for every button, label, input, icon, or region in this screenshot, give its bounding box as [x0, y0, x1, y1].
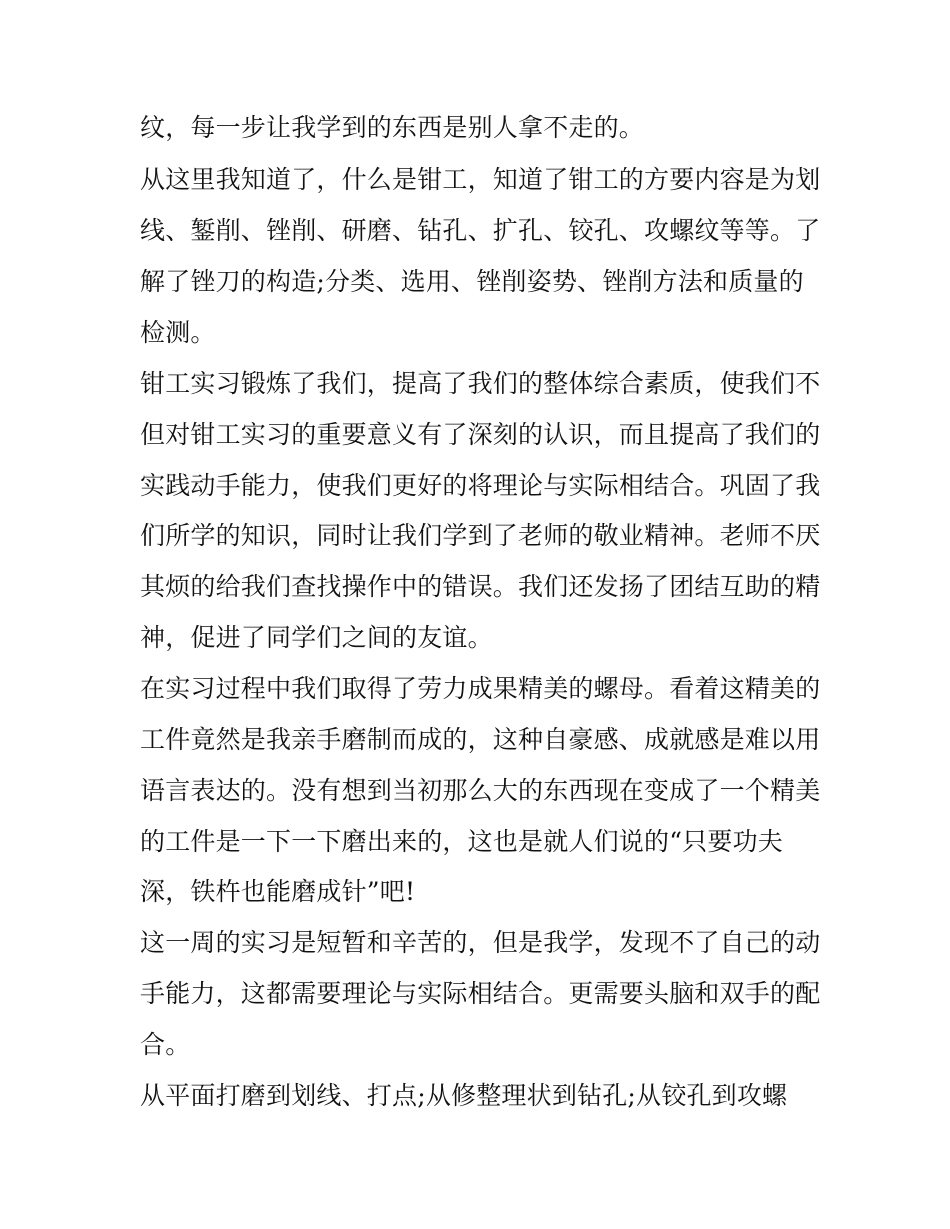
text-line: 从这里我知道了，什么是钳工，知道了钳工的方要内容是为划: [140, 165, 821, 194]
text-line: 钳工实习锻炼了我们，提高了我们的整体综合素质，使我们不: [140, 369, 821, 398]
text-line: 手能力，这都需要理论与实际相结合。更需要头脑和双手的配: [140, 979, 821, 1008]
text-line: 合。: [140, 1030, 191, 1059]
text-line: 们所学的知识，同时让我们学到了老师的敬业精神。老师不厌: [140, 521, 821, 550]
text-line: 从平面打磨到划线、打点;从修整理状到钻孔;从铰孔到攻螺: [140, 1081, 788, 1110]
text-line: 这一周的实习是短暂和辛苦的，但是我学，发现不了自己的动: [140, 928, 821, 957]
text-line: 但对钳工实习的重要意义有了深刻的认识，而且提高了我们的: [140, 420, 821, 449]
text-line: 语言表达的。没有想到当初那么大的东西现在变成了一个精美: [140, 776, 821, 805]
text-line: 的工件是一下一下磨出来的，这也是就人们说的“只要功夫: [140, 827, 783, 856]
text-line: 实践动手能力，使我们更好的将理论与实际相结合。巩固了我: [140, 471, 821, 500]
text-line: 其烦的给我们查找操作中的错误。我们还发扬了团结互助的精: [140, 572, 821, 601]
text-line: 工件竟然是我亲手磨制而成的，这种自豪感、成就感是难以用: [140, 725, 821, 754]
text-line: 检测。: [140, 318, 216, 347]
text-line: 深，铁杵也能磨成针”吧!: [140, 877, 416, 906]
text-line: 线、錾削、锉削、研磨、钻孔、扩孔、铰孔、攻螺纹等等。了: [140, 216, 821, 245]
text-line: 纹，每一步让我学到的东西是别人拿不走的。: [140, 113, 645, 142]
text-line: 解了锉刀的构造;分类、选用、锉削姿势、锉削方法和质量的: [140, 267, 804, 296]
text-line: 在实习过程中我们取得了劳力成果精美的螺母。看着这精美的: [140, 674, 821, 703]
text-line: 神，促进了同学们之间的友谊。: [140, 623, 493, 652]
